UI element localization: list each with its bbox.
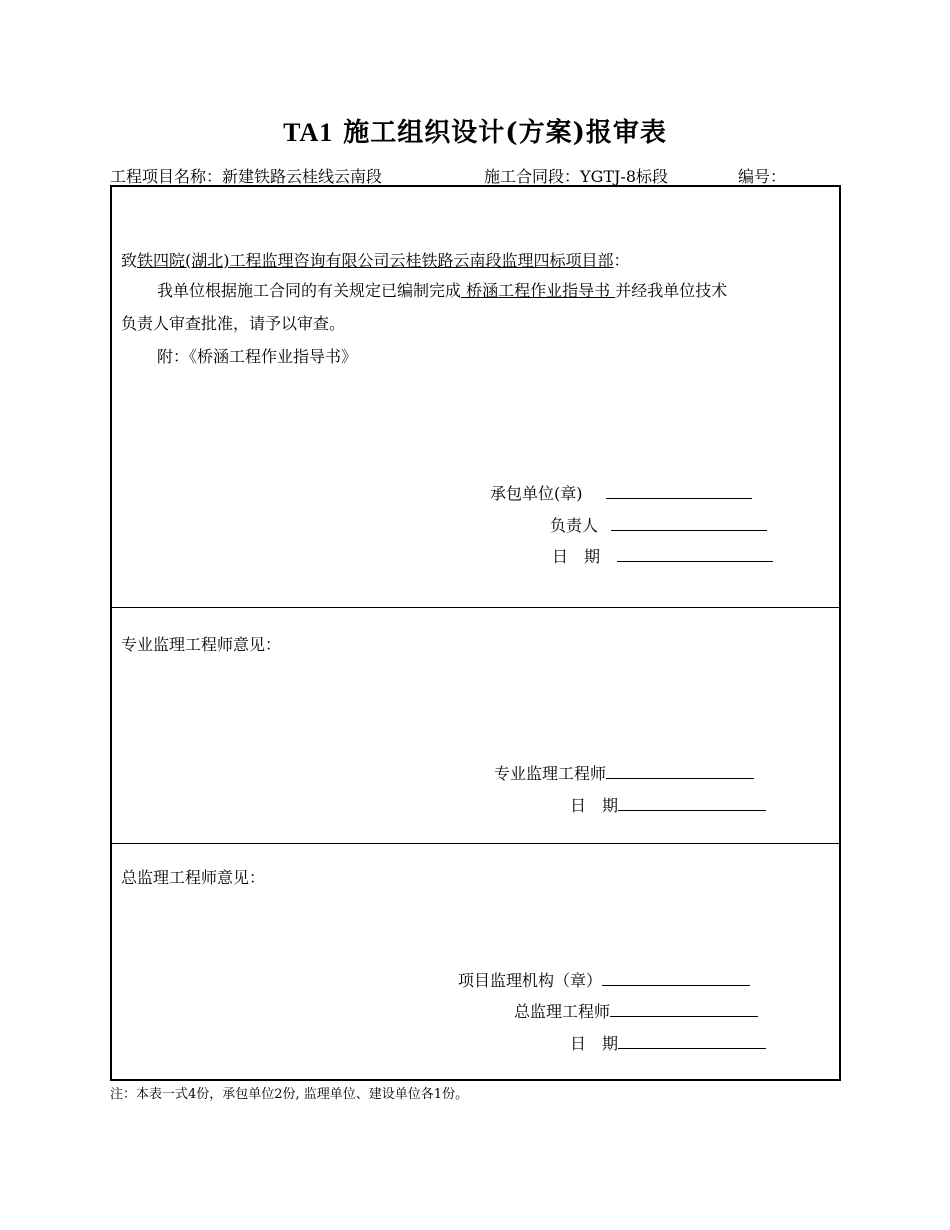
date-blank-2[interactable] (618, 794, 766, 811)
contractor-seal-label: 承包单位(章) (490, 484, 583, 503)
project-name-label: 工程项目名称：新建铁路云桂线云南段 (110, 167, 383, 186)
body-line-1 (157, 278, 727, 301)
responsible-line (550, 513, 767, 536)
to-prefix: 致 (121, 251, 138, 270)
date-blank-3[interactable] (618, 1032, 766, 1049)
date-line-2 (570, 793, 766, 816)
form-frame (110, 185, 841, 1081)
date-blank-1[interactable] (617, 545, 773, 562)
engineer-opinion-section (112, 608, 839, 844)
body-text-1: 我单位根据施工合同的有关规定已编制完成 (157, 281, 462, 300)
addressee-line (121, 248, 630, 271)
chief-opinion-section (112, 844, 839, 1079)
number-label: 编号： (738, 167, 787, 186)
date-label-1: 日 期 (552, 547, 601, 566)
form-code: TA1 (283, 118, 334, 147)
chief-signature-blank[interactable] (610, 1000, 758, 1017)
engineer-signature-line (494, 761, 754, 784)
chief-opinion-heading: 总监理工程师意见： (121, 868, 266, 887)
to-suffix: ： (613, 251, 630, 270)
responsible-blank[interactable] (611, 514, 767, 531)
date-line-1 (552, 544, 773, 567)
supervision-org-line (458, 968, 750, 991)
date-line-3 (570, 1031, 766, 1054)
body-text-2: 并经我单位技术 (615, 281, 728, 300)
contractor-seal-line (490, 481, 752, 504)
form-title (0, 112, 950, 149)
body-line-2: 负责人审查批准，请予以审查。 (121, 314, 346, 333)
date-label-2: 日 期 (570, 796, 619, 815)
engineer-opinion-heading: 专业监理工程师意见： (121, 635, 282, 654)
form-title-text: 施工组织设计(方案)报审表 (343, 118, 667, 148)
document-name: 桥涵工程作业指导书 (461, 281, 616, 300)
addressee: 铁四院(湖北)工程监理咨询有限公司云桂铁路云南段监理四标项目部 (137, 251, 614, 270)
responsible-label: 负责人 (550, 516, 599, 535)
engineer-signature-blank[interactable] (606, 762, 754, 779)
submission-section (112, 187, 839, 608)
supervision-org-label: 项目监理机构（章） (458, 971, 603, 990)
chief-signature-label: 总监理工程师 (514, 1002, 611, 1021)
contract-section-label: 施工合同段：YGTJ-8标段 (484, 167, 669, 186)
engineer-signature-label: 专业监理工程师 (494, 764, 607, 783)
supervision-org-blank[interactable] (602, 969, 750, 986)
contractor-seal-blank[interactable] (606, 482, 752, 499)
chief-signature-line (514, 999, 758, 1022)
attachment-line: 附：《桥涵工程作业指导书》 (157, 347, 358, 366)
date-label-3: 日 期 (570, 1034, 619, 1053)
form-header (110, 164, 840, 186)
form-note: 注：本表一式4份，承包单位2份, 监理单位、建设单位各1份。 (110, 1087, 469, 1102)
